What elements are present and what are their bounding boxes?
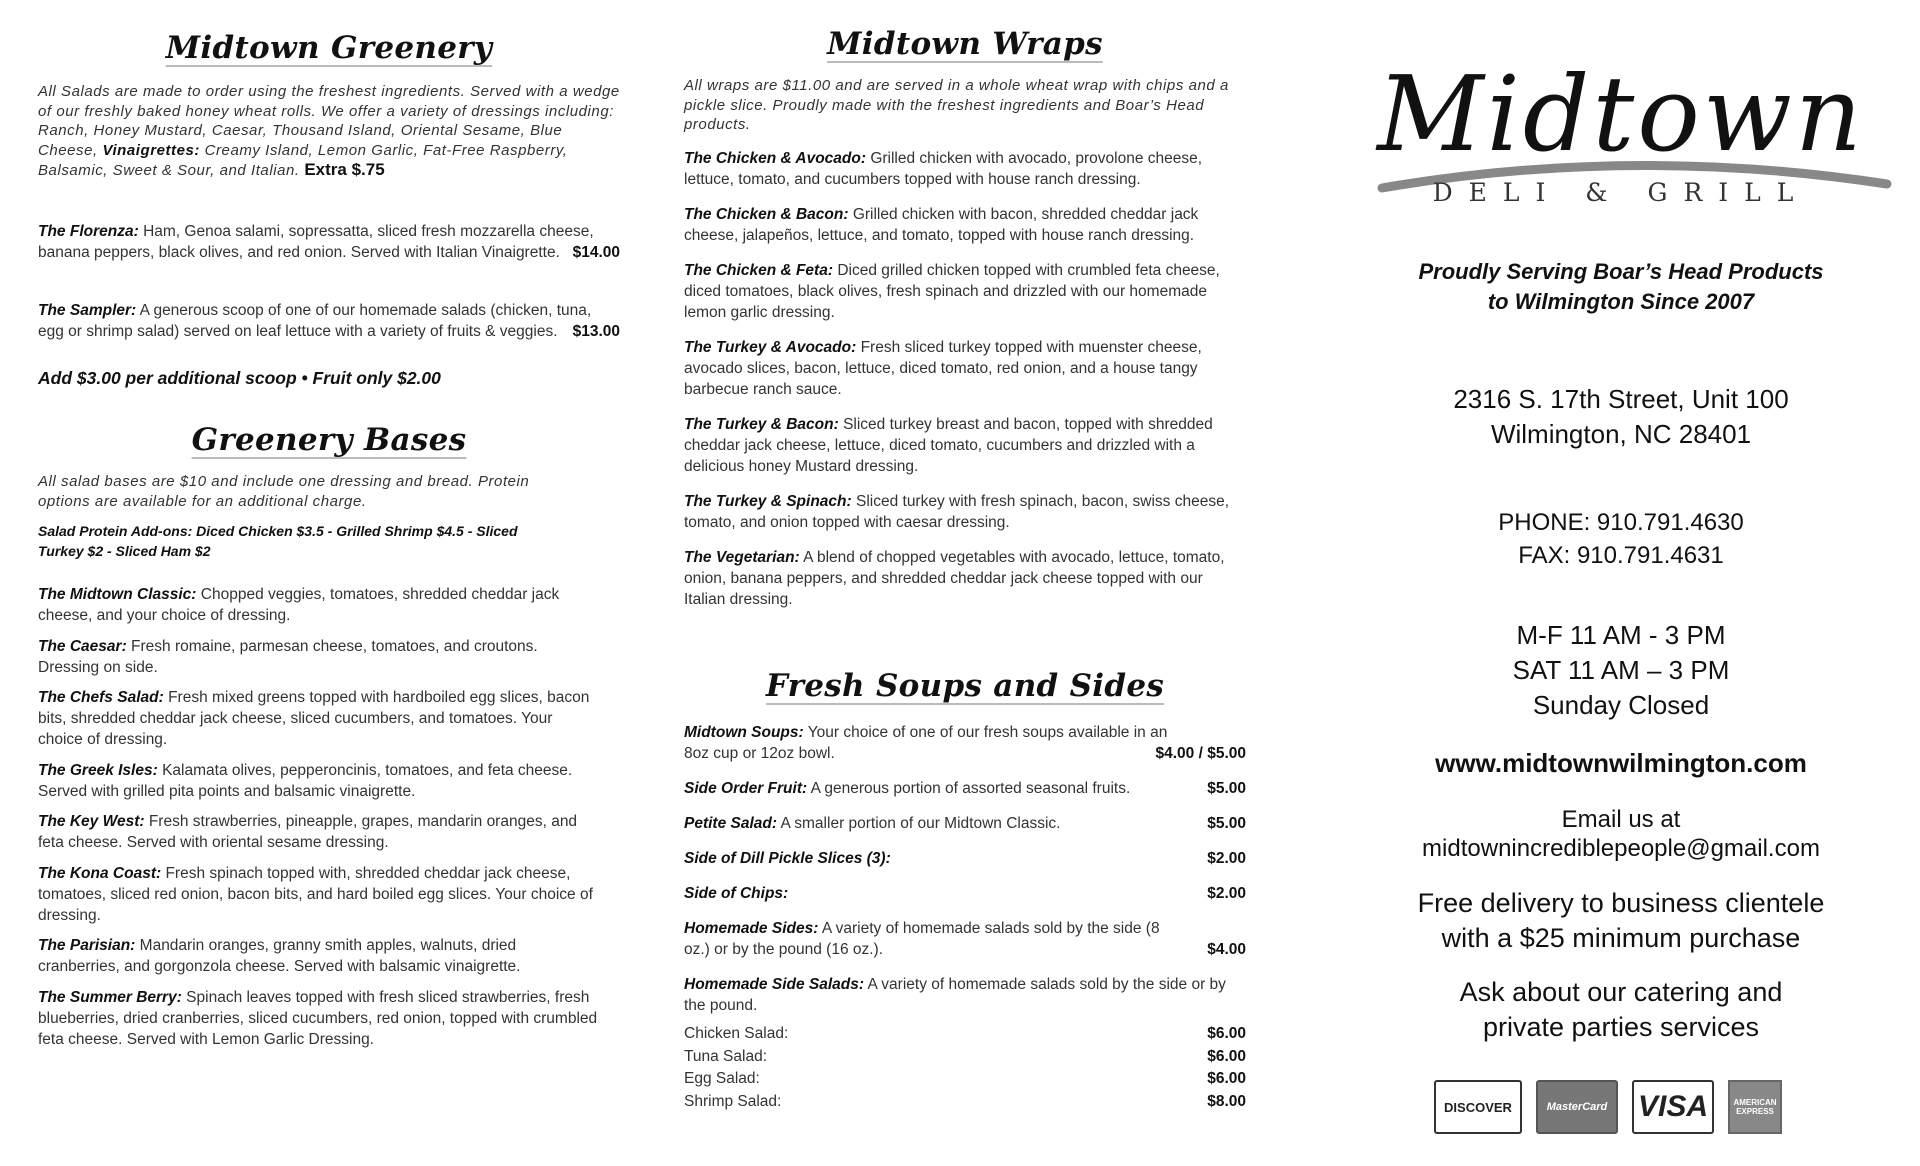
item-price: $5.00 — [1207, 780, 1246, 797]
website-link[interactable]: www.midtownwilmington.com — [1435, 748, 1807, 778]
item-description: Fresh romaine, parmesan cheese, tomatoes, and croutons. Dressing on side. — [38, 637, 538, 676]
side-salad-price: $6.00 — [1207, 1025, 1246, 1042]
greenery-intro — [38, 82, 620, 181]
item-name: The Midtown Classic: — [38, 586, 197, 603]
menu-item — [38, 584, 598, 626]
item-description: Mandarin oranges, granny smith apples, walnuts, dried cranberries, and gorgonzola cheese. Served with balsamic vinaigrette. — [38, 937, 521, 975]
item-name: Midtown Soups: — [684, 724, 804, 741]
item-name: The Chefs Salad: — [38, 689, 164, 706]
side-salad-price: $6.00 — [1207, 1047, 1246, 1065]
item-name: The Chicken & Feta: — [684, 262, 833, 279]
item-description: Fresh strawberries, pineapple, grapes, mandarin oranges, and feta cheese. Served with oriental sesame dressing. — [38, 813, 578, 851]
tagline-line: Proudly Serving Boar’s Head Products — [1418, 259, 1824, 284]
item-description: Chopped veggies, tomatoes, shredded cheddar jack cheese, and your choice of dressing. — [38, 586, 560, 624]
item-name: Homemade Side Salads: — [684, 976, 865, 993]
catering-line: Ask about our catering and — [1459, 977, 1783, 1007]
menu-item — [684, 778, 1246, 799]
hours-line: SAT 11 AM – 3 PM — [1512, 655, 1730, 685]
item-description: A variety of homemade salads sold by the side (8 oz.) or by the pound (16 oz.). — [684, 920, 1160, 958]
menu-item — [684, 204, 1246, 246]
scoop-addon-note: Add $3.00 per additional scoop • Fruit only $2.00 — [38, 368, 441, 388]
menu-item — [38, 687, 598, 750]
tagline-line: to Wilmington Since 2007 — [1487, 289, 1755, 314]
visa-card-icon: VISA — [1632, 1080, 1714, 1134]
email-label: Email us at — [1561, 806, 1681, 833]
menu-item — [684, 337, 1246, 400]
menu-item — [684, 974, 1246, 1016]
delivery-note — [1322, 886, 1920, 956]
item-name: The Key West: — [38, 813, 145, 830]
item-name: The Kona Coast: — [38, 864, 162, 882]
logo-swoosh-icon — [1352, 0, 1912, 200]
greenery-title: Midtown Greenery — [165, 30, 493, 66]
bases-list — [38, 584, 598, 1059]
soups-list — [684, 722, 1246, 1030]
logo-wordmark: Midtown — [1377, 53, 1865, 175]
item-name: The Parisian: — [38, 937, 136, 954]
menu-item — [38, 935, 598, 977]
contact-numbers — [1322, 506, 1920, 572]
item-price: $2.00 — [1207, 885, 1246, 902]
item-description: A blend of chopped vegetables with avocado, lettuce, tomato, onion, banana peppers, and shredded cheddar jack cheese topped with our Italian dressing. — [684, 549, 1225, 608]
catering-note — [1322, 975, 1920, 1045]
menu-item — [684, 414, 1246, 477]
item-name: The Florenza: — [38, 223, 139, 240]
hours-line: Sunday Closed — [1532, 690, 1710, 720]
amex-card-icon: AMERICAN EXPRESS — [1728, 1080, 1782, 1134]
email-link[interactable]: midtownincrediblepeople@gmail.com — [1422, 835, 1820, 862]
side-salad-name: Chicken Salad: — [684, 1025, 789, 1042]
item-description: A generous scoop of one of our homemade salads (chicken, tuna, egg or shrimp salad) served on leaf lettuce with a variety of fruits & veggies. — [38, 302, 592, 340]
item-description: A smaller portion of our Midtown Classic. — [780, 815, 1061, 832]
discover-card-icon: DISCOVER — [1434, 1080, 1522, 1134]
wraps-title: Midtown Wraps — [827, 26, 1103, 62]
menu-item — [684, 848, 1246, 869]
logo-subtitle: DELI & GRILL — [1432, 178, 1810, 207]
item-description: Spinach leaves topped with fresh sliced strawberries, fresh blueberries, dried cranberries, sliced cucumbers, red onion, topped with crumbled feta cheese. Served with Lemon Garlic Dressing. — [38, 988, 598, 1048]
side-salad-name: Shrimp Salad: — [684, 1092, 782, 1110]
menu-item — [38, 300, 620, 342]
item-name: The Summer Berry: — [38, 988, 182, 1006]
email-block — [1322, 805, 1920, 863]
item-price: $4.00 / $5.00 — [1155, 745, 1246, 762]
item-description: Grilled chicken with avocado, provolone cheese, lettuce, tomato, and cucumbers topped with house ranch dressing. — [684, 150, 1203, 188]
item-name: The Chicken & Avocado: — [684, 150, 867, 167]
wraps-list — [684, 148, 1246, 624]
menu-item — [684, 813, 1246, 834]
item-description: Your choice of one of our fresh soups available in an 8oz cup or 12oz bowl. — [684, 724, 1168, 762]
item-name: The Caesar: — [38, 637, 127, 655]
menu-item — [38, 636, 598, 678]
side-salad-row — [684, 1023, 1246, 1046]
item-description: Sliced turkey with fresh spinach, bacon, swiss cheese, tomato, and onion topped with caesar dressing. — [684, 493, 1230, 531]
side-salads-list — [684, 1023, 1246, 1113]
hours — [1322, 618, 1920, 723]
item-name: The Turkey & Avocado: — [684, 339, 857, 356]
menu-item — [38, 987, 598, 1050]
item-price: $2.00 — [1207, 850, 1246, 867]
item-price: $13.00 — [572, 323, 620, 340]
greenery-intro-text: All Salads are made to order using the freshest ingredients. Served with a wedge of our freshly baked honey wheat rolls. We offer a variety of dressings including: Ranch, Honey Mustard, Caesar, Thousand Island, Oriental Sesame, Blue Cheese, — [38, 83, 620, 159]
side-salad-name: Egg Salad: — [684, 1070, 760, 1087]
item-name: The Turkey & Spinach: — [684, 493, 852, 510]
bases-intro: All salad bases are $10 and include one dressing and bread. Protein options are available for an additional charge. — [38, 473, 530, 510]
address-line: 2316 S. 17th Street, Unit 100 — [1453, 384, 1789, 414]
catering-line: private parties services — [1482, 1012, 1760, 1042]
protein-addons: Salad Protein Add-ons: Diced Chicken $3.5 - Grilled Shrimp $4.5 - Sliced Turkey $2 - Sliced Ham $2 — [38, 523, 518, 559]
side-salad-price: $6.00 — [1207, 1070, 1246, 1087]
greenery-intro-rest: Creamy Island, Lemon Garlic, Fat-Free Raspberry, Balsamic, Sweet & Sour, and Italian. — [38, 141, 568, 179]
item-description: A generous portion of assorted seasonal fruits. — [810, 780, 1131, 797]
item-description: Ham, Genoa salami, sopressatta, sliced fresh mozzarella cheese, banana peppers, black olives, and red onion. Served with Italian Vinaigrette. — [38, 223, 594, 261]
side-salad-name: Tuna Salad: — [684, 1047, 768, 1065]
item-description: Fresh mixed greens topped with hardboiled egg slices, bacon bits, shredded cheddar jack cheese, sliced cucumbers, and tomatoes. Your choice of dressing. — [38, 689, 590, 748]
delivery-line: Free delivery to business clientele — [1417, 888, 1825, 918]
item-price: $5.00 — [1207, 815, 1246, 832]
menu-item — [684, 148, 1246, 190]
item-name: The Vegetarian: — [684, 549, 800, 566]
dressing-extra-price: Extra $.75 — [304, 160, 385, 179]
item-description: Kalamata olives, pepperoncinis, tomatoes, and feta cheese. Served with grilled pita points and balsamic vinaigrette. — [38, 761, 573, 800]
menu-item — [684, 491, 1246, 533]
menu-item — [684, 883, 1246, 904]
address — [1322, 382, 1920, 452]
menu-item — [684, 260, 1246, 323]
item-price: $4.00 — [1207, 941, 1246, 958]
item-name: The Sampler: — [38, 302, 137, 319]
item-name: The Chicken & Bacon: — [684, 206, 849, 223]
side-salad-price: $8.00 — [1207, 1092, 1246, 1110]
menu-item — [684, 547, 1246, 610]
side-salad-row — [684, 1046, 1246, 1069]
hours-line: M-F 11 AM - 3 PM — [1516, 620, 1726, 650]
item-price: $14.00 — [572, 244, 620, 261]
item-description: Fresh spinach topped with, shredded cheddar jack cheese, tomatoes, sliced red onion, bacon bits, and hard boiled egg slices. Your choice of dressing. — [38, 864, 593, 924]
payment-cards — [1434, 1080, 1782, 1134]
item-name: Homemade Sides: — [684, 920, 819, 937]
item-description: Grilled chicken with bacon, shredded cheddar jack cheese, jalapeños, lettuce, and tomato, topped with house ranch dressing. — [684, 206, 1199, 244]
vinaigrettes-label: Vinaigrettes: — [102, 141, 200, 159]
menu-item — [38, 863, 598, 926]
side-salad-row — [684, 1068, 1246, 1091]
midtown-logo — [1322, 0, 1920, 220]
phone-number[interactable]: PHONE: 910.791.4630 — [1498, 509, 1744, 536]
menu-item — [38, 760, 598, 802]
tagline — [1322, 257, 1920, 317]
item-name: The Greek Isles: — [38, 761, 158, 779]
wraps-intro: All wraps are $11.00 and are served in a whole wheat wrap with chips and a pickle slice. Proudly made with the freshest ingredients and Boar’s Head products. — [684, 77, 1229, 133]
side-salad-row — [684, 1091, 1246, 1114]
item-name: The Turkey & Bacon: — [684, 416, 839, 433]
address-line: Wilmington, NC 28401 — [1490, 419, 1752, 449]
item-name: Side of Chips: — [684, 885, 789, 902]
item-description: Fresh sliced turkey topped with muenster cheese, avocado slices, bacon, lettuce, diced tomato, red onion, and a house tangy barbecue ranch sauce. — [684, 339, 1202, 398]
menu-item — [684, 918, 1246, 960]
delivery-line: with a $25 minimum purchase — [1441, 923, 1801, 953]
item-description: Sliced turkey breast and bacon, topped with shredded cheddar jack cheese, lettuce, diced tomato, cucumbers and drizzled with a delicious honey Mustard dressing. — [684, 416, 1213, 475]
bases-title: Greenery Bases — [191, 422, 467, 458]
fax-number: FAX: 910.791.4631 — [1518, 542, 1724, 569]
menu-item — [38, 811, 598, 853]
menu-item — [38, 221, 620, 263]
item-name: Petite Salad: — [684, 815, 778, 832]
item-name: Side Order Fruit: — [684, 780, 808, 797]
mastercard-icon: MasterCard — [1536, 1080, 1618, 1134]
item-name: Side of Dill Pickle Slices (3): — [684, 850, 891, 867]
soups-title: Fresh Soups and Sides — [765, 668, 1165, 704]
item-description: Diced grilled chicken topped with crumbled feta cheese, diced tomatoes, black olives, fresh spinach and drizzled with our homemade lemon garlic dressing. — [684, 262, 1220, 321]
item-description: A variety of homemade salads sold by the side or by the pound. — [684, 976, 1226, 1014]
menu-item — [684, 722, 1246, 764]
